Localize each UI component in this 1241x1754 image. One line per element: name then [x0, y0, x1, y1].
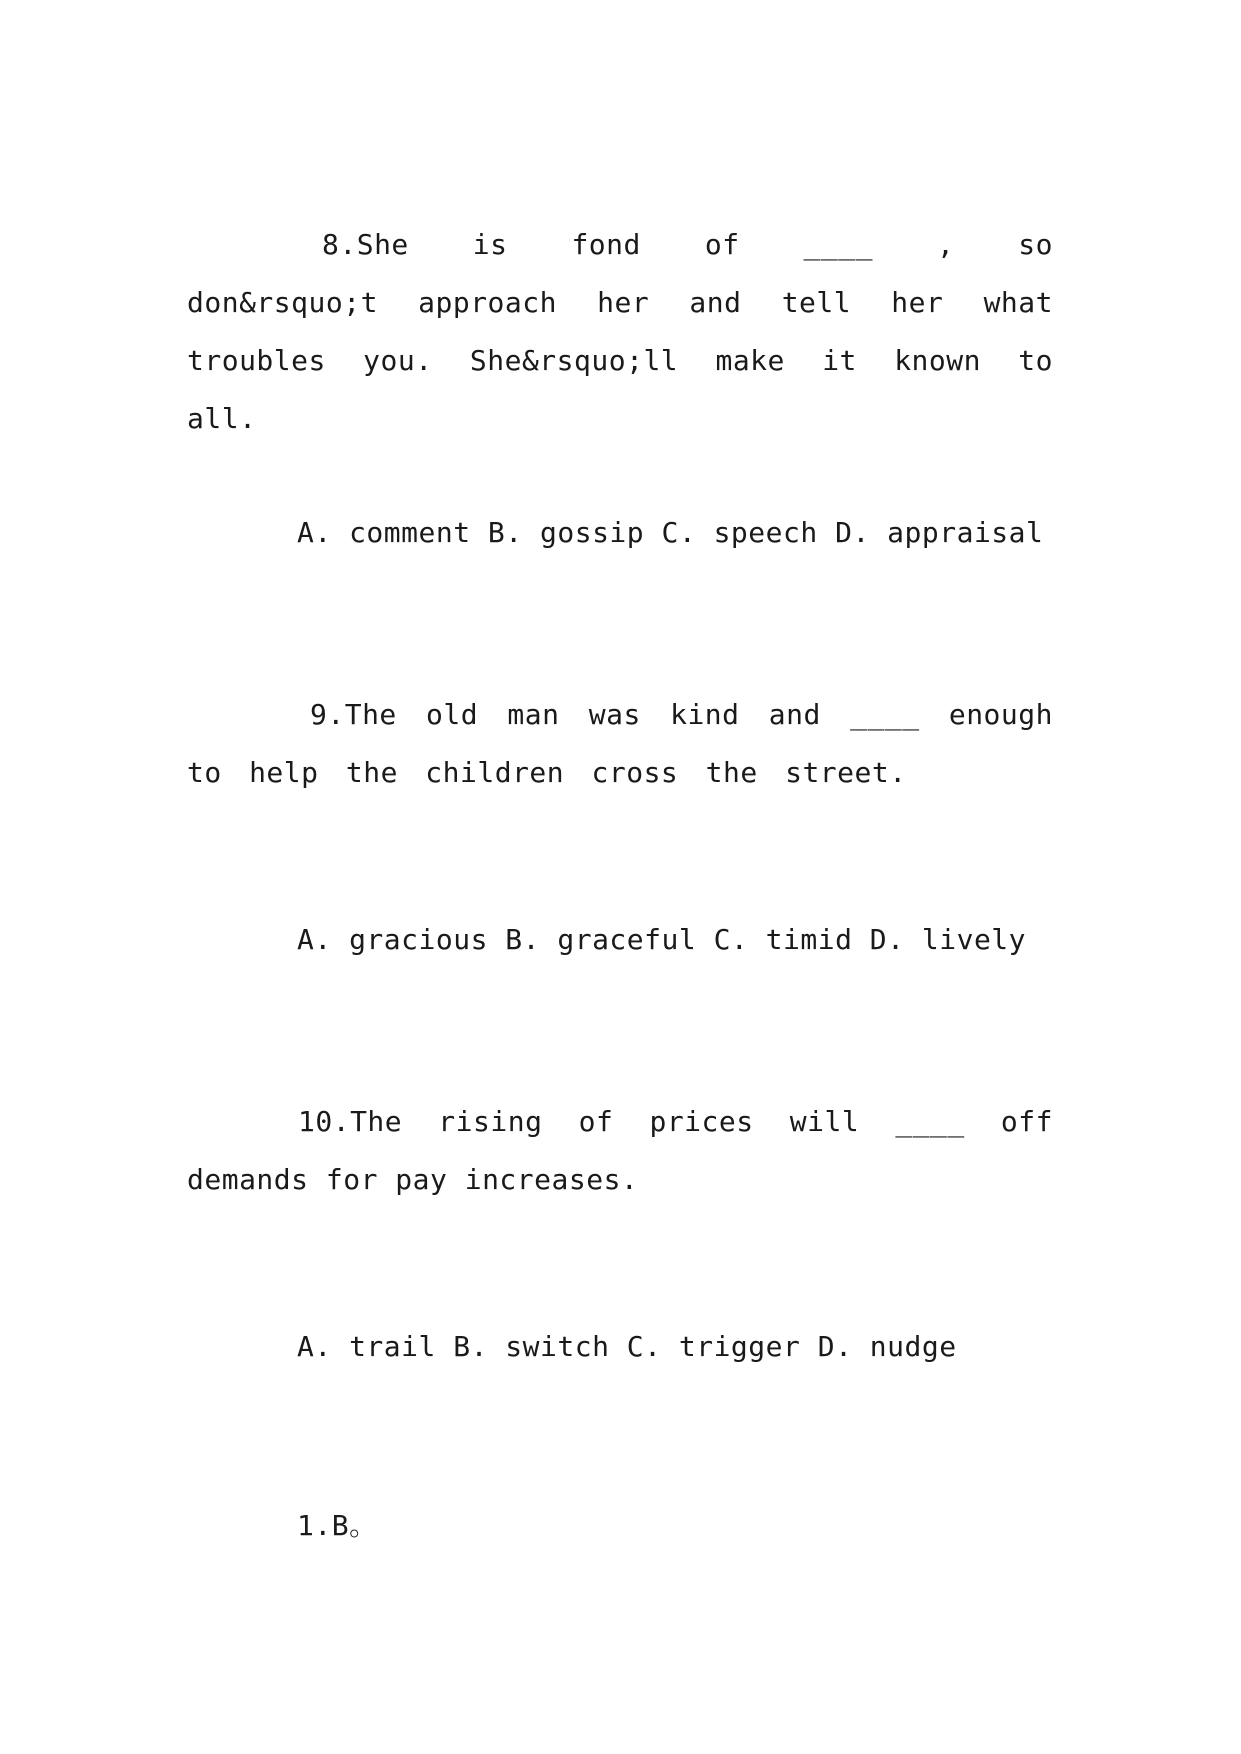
question-10-options: A. trail B. switch C. trigger D. nudge: [297, 1330, 957, 1363]
question-8-options: A. comment B. gossip C. speech D. appraisal: [297, 516, 1044, 549]
question-10-stem: 10.The rising of prices will ____ off demands for pay increases.: [187, 1105, 1053, 1196]
question-9-options: A. gracious B. graceful C. timid D. lively: [297, 923, 1027, 956]
question-8-stem: 8.She is fond of ____ , so don&rsquo;t approach her and tell her what troubles you. She&rsquo;ll make it known to all.: [187, 228, 1053, 435]
answer-key-first: 1.B。: [297, 1509, 378, 1542]
question-9-stem: 9.The old man was kind and ____ enough to help the children cross the street.: [187, 698, 1053, 789]
